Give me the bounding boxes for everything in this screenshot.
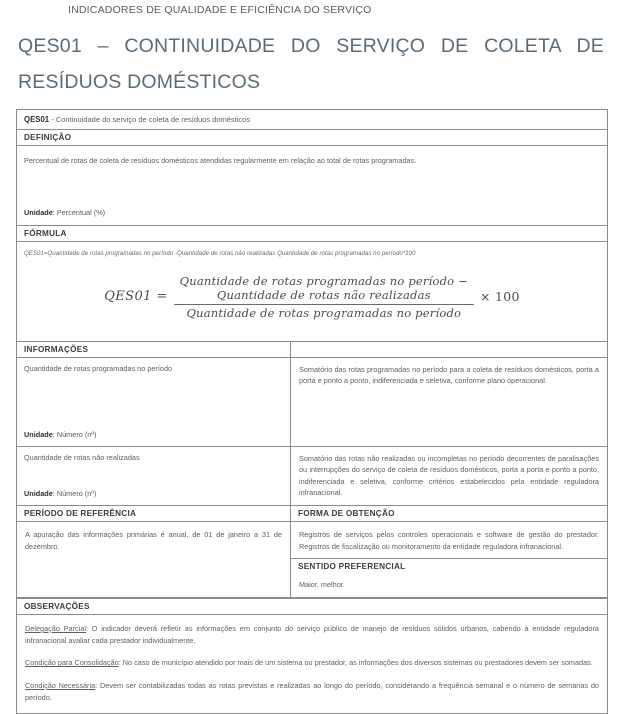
formula-multiplier: × 100 <box>480 289 520 305</box>
formula-numerator-line1: Quantidade de rotas programadas no período − <box>179 274 468 288</box>
forma-sentido-column <box>291 506 607 598</box>
informacoes-description-cell <box>291 447 607 505</box>
observacoes-section <box>17 599 607 713</box>
informacoes-variable-label: Quantidade de rotas programadas no período <box>24 364 173 373</box>
page-title-line2: RESÍDUOS DOMÉSTICOS <box>18 71 261 93</box>
formula-heading: FÓRMULA <box>17 226 607 242</box>
definicao-section <box>17 130 607 226</box>
forma-text: Registros de serviços pelos controles operacionais e software de gestão do prestador. Registros de fiscalização ou monitoramento da entidade reguladora infranacional. <box>299 530 599 551</box>
page-title-line1: QES01 – CONTINUIDADE DO SERVIÇO DE COLETA DE <box>18 35 604 57</box>
indicator-name-row <box>17 110 607 130</box>
informacoes-variable-cell <box>17 447 291 505</box>
informacoes-variable-label: Quantidade de rotas não realizadas <box>24 453 140 462</box>
informacoes-variable-unit-label: Unidade <box>24 489 53 498</box>
informacoes-variable-unit <box>24 489 96 498</box>
informacoes-variable-unit-value: : Número (nº) <box>52 430 97 439</box>
observacao-term: Delegação Parcial <box>25 624 86 633</box>
definicao-heading: DEFINIÇÃO <box>17 130 607 146</box>
informacoes-variable-unit-value: : Número (nº) <box>52 489 97 498</box>
observacao-item <box>25 623 599 646</box>
informacoes-description: Somatório das rotas não realizadas ou incompletas no período decorrentes de paralisações ou interrupções do serviço de coleta de resíduos domésticos, porta a porta e ponto a ponto, indiferenciada e seletiva, conforme critérios estabelecidos pela entidade reguladora infranacional. <box>299 454 599 497</box>
formula-lhs: QES01 = <box>104 289 168 305</box>
formula-section <box>17 226 607 342</box>
formula-body <box>17 242 607 341</box>
indicator-name: - Continuidade do serviço de coleta de resíduos domésticos <box>51 115 251 124</box>
informacoes-section <box>17 342 607 599</box>
indicator-sheet-table <box>16 109 608 714</box>
informacoes-heading-row <box>17 342 607 358</box>
page-title <box>18 28 604 100</box>
periodo-heading: PERÍODO DE REFERÊNCIA <box>17 506 290 522</box>
observacoes-heading: OBSERVAÇÕES <box>17 599 607 615</box>
formula-inline-text: QES01=Quantidade de rotas programadas no período -Quantidade de rotas não realizadas Quantidade de rotas programadas no período*100 <box>24 250 416 257</box>
informacoes-description-cell <box>291 358 607 446</box>
forma-heading: FORMA DE OBTENÇÃO <box>291 506 607 522</box>
definicao-unit-value: : Percentual (%) <box>52 208 106 217</box>
informacoes-heading-blank <box>291 342 607 358</box>
page-kicker: INDICADORES DE QUALIDADE E EFICIÊNCIA DO SERVIÇO <box>68 4 372 16</box>
definicao-unit <box>24 208 105 217</box>
definicao-body <box>17 146 607 225</box>
formula-numerator <box>174 274 474 304</box>
formula-denominator: Quantidade de rotas programadas no período <box>186 305 462 320</box>
periodo-column <box>17 506 291 598</box>
sentido-cell <box>291 559 607 597</box>
sentido-heading: SENTIDO PREFERENCIAL <box>298 562 406 571</box>
definicao-text: Percentual de rotas de coleta de resíduos domésticos atendidas regularmente em relação ao total de rotas programadas. <box>24 156 417 165</box>
observacao-term: Condição Necessária <box>25 681 96 691</box>
indicator-code: QES01 <box>24 115 50 124</box>
periodo-forma-row <box>17 506 607 598</box>
informacoes-description: Somatório das rotas programadas no período para a coleta de resíduos domésticos, porta a porta e ponto a ponto, indiferenciada e seletiva, conforme plano operacional. <box>299 365 599 386</box>
forma-cell <box>291 506 607 559</box>
informacoes-variable-cell <box>17 358 291 446</box>
informacoes-heading: INFORMAÇÕES <box>17 342 290 358</box>
formula-numerator-line2: Quantidade de rotas não realizadas <box>216 288 431 303</box>
informacoes-variable-unit <box>24 430 96 439</box>
observacao-item <box>25 657 599 669</box>
observacao-text: : Devem ser contabilizadas todas as rotas previstas e realizadas ao longo do período, considerando a frequência semanal e o número de semanas do período. <box>25 681 599 702</box>
periodo-cell <box>17 506 290 578</box>
table-row <box>17 358 607 447</box>
definicao-unit-label: Unidade <box>24 208 53 217</box>
informacoes-heading-left <box>17 342 291 358</box>
informacoes-heading-right <box>291 342 607 358</box>
observacao-text: : O indicador deverá refletir as informações em conjunto do serviço público de manejo de resíduos sólidos urbanos, cabendo à entidade reguladora infranacional avaliar cada prestador individualmente. <box>25 624 599 645</box>
formula-equation <box>17 274 607 320</box>
formula-fraction <box>174 274 474 320</box>
observacao-item <box>25 680 599 703</box>
indicator-name-cell <box>17 110 607 129</box>
observacao-text: : No caso de município atendido por mais de um sistema ou prestador, as informações dos diversos sistemas ou prestadores devem ser somadas. <box>118 658 593 668</box>
periodo-text: A apuração das informações primárias é anual, de 01 de janeiro a 31 de dezembro. <box>25 530 282 551</box>
observacoes-body <box>17 615 607 713</box>
informacoes-variable-unit-label: Unidade <box>24 430 53 439</box>
table-row <box>17 447 607 506</box>
observacao-term: Condição para Consolidação <box>25 658 119 668</box>
sentido-text: Maior, melhor. <box>299 580 345 589</box>
